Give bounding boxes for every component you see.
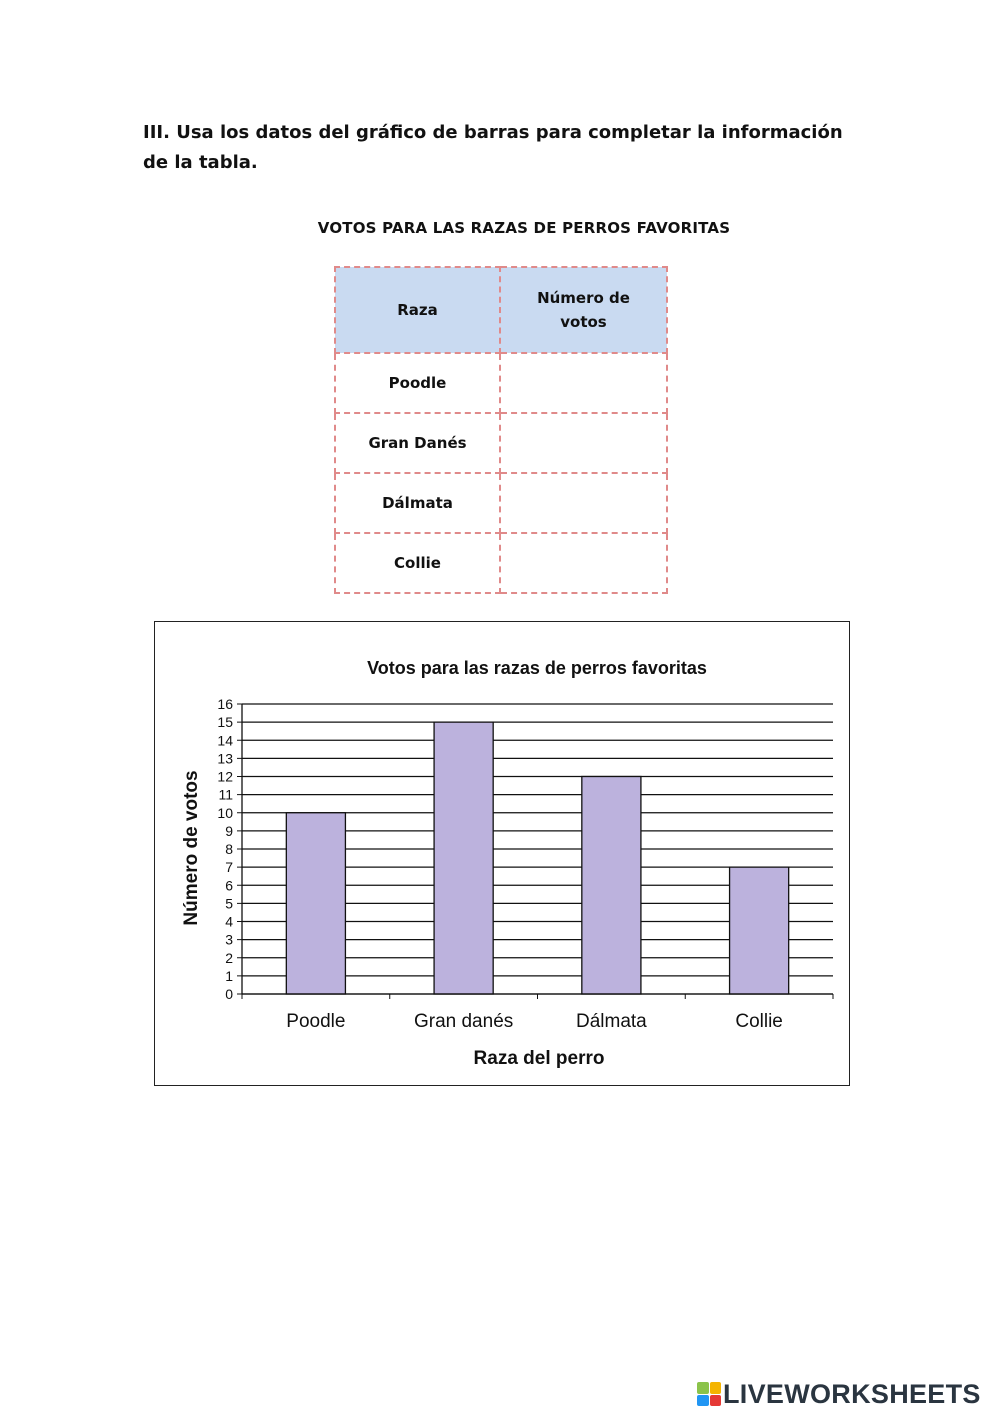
y-tick-label: 6 [225, 877, 233, 894]
bar-chart [154, 621, 850, 1086]
table-header-row [335, 267, 667, 353]
y-tick-label: 0 [225, 986, 233, 1002]
bar-poodle [286, 813, 345, 994]
bar-gran-danés [434, 722, 493, 994]
bar-collie [730, 867, 789, 994]
votes-answer-cell[interactable] [500, 473, 667, 533]
table-row [335, 533, 667, 593]
breed-cell: Poodle [335, 353, 500, 413]
y-tick-label: 12 [217, 768, 233, 785]
breed-cell: Gran Danés [335, 413, 500, 473]
table-row [335, 413, 667, 473]
y-tick-label: 16 [217, 696, 233, 712]
logo-icon [697, 1382, 721, 1406]
table-row [335, 473, 667, 533]
chart-title: Votos para las razas de perros favoritas [367, 658, 707, 678]
x-tick-label: Gran danés [413, 1011, 514, 1032]
x-tick-label: Poodle [286, 1011, 346, 1032]
header-votes: Número de votos [500, 267, 667, 353]
y-tick-label: 10 [217, 804, 233, 821]
table-row [335, 353, 667, 413]
y-axis-title: Número de votos [181, 770, 202, 926]
y-tick-label: 8 [225, 841, 233, 857]
breed-cell: Dálmata [335, 473, 500, 533]
y-tick-label: 9 [225, 822, 233, 839]
x-tick-label: Collie [735, 1011, 783, 1032]
y-tick-label: 2 [225, 949, 233, 966]
bar-dálmata [582, 777, 641, 995]
logo-text: LIVEWORKSHEETS [723, 1378, 981, 1409]
y-tick-label: 7 [225, 859, 233, 876]
votes-answer-cell[interactable] [500, 413, 667, 473]
votes-answer-cell[interactable] [500, 533, 667, 593]
y-tick-label: 15 [217, 714, 233, 731]
header-breed: Raza [335, 267, 500, 353]
y-tick-label: 1 [225, 967, 233, 984]
votes-table [334, 266, 668, 594]
votes-answer-cell[interactable] [500, 353, 667, 413]
x-tick-label: Dálmata [576, 1011, 647, 1032]
bar-chart-svg [155, 622, 849, 1085]
y-tick-label: 4 [225, 913, 233, 930]
breed-cell: Collie [335, 533, 500, 593]
table-title: VOTOS PARA LAS RAZAS DE PERROS FAVORITAS [317, 219, 731, 237]
y-tick-label: 13 [217, 750, 233, 767]
y-tick-label: 3 [225, 931, 233, 948]
y-tick-label: 5 [225, 895, 233, 912]
instruction-text: III. Usa los datos del gráfico de barras para completar la información de la tabla. [143, 122, 843, 173]
y-tick-label: 11 [218, 786, 233, 803]
x-axis-title: Raza del perro [473, 1048, 605, 1069]
liveworksheets-logo [697, 1378, 981, 1410]
y-tick-label: 14 [217, 732, 233, 749]
